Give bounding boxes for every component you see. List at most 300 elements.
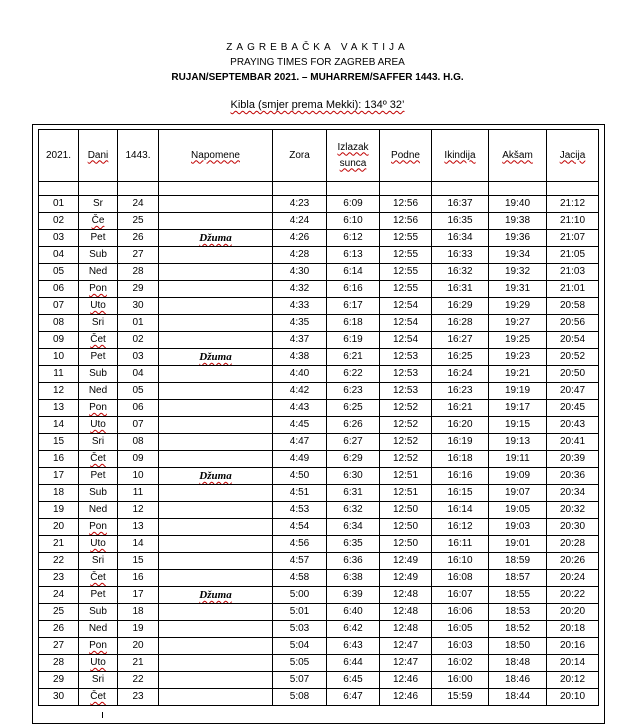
table-cell [118,281,159,298]
cell-value: Čet [90,572,106,583]
table-cell [159,400,273,417]
table-cell [273,604,327,621]
table-cell [39,621,79,638]
table-cell [273,332,327,349]
table-cell [159,247,273,264]
cell-value: 21 [132,657,144,668]
cell-value: Pon [89,640,107,651]
cell-value: 20:12 [559,674,586,685]
cell-value: 03 [132,351,144,362]
cell-value: 16:28 [447,317,473,328]
cell-value: 4:45 [289,419,310,430]
table-cell [327,349,380,366]
table-cell [547,434,599,451]
cell-value: 16:05 [447,623,473,634]
table-cell [547,638,599,655]
cell-value: 02 [132,334,144,345]
table-cell [380,604,432,621]
cell-value: 16:20 [447,419,473,430]
cell-value: 20:47 [559,385,586,396]
cell-value: 20:20 [559,606,586,617]
cell-value: Sri [91,317,105,328]
table-cell [489,502,547,519]
cell-value: 6:42 [343,623,363,634]
table-cell [380,298,432,315]
column-header-label: Ikindija [444,149,476,161]
table-cell [79,196,118,213]
cell-value: 5:07 [289,674,310,685]
table-cell [489,621,547,638]
cell-value: 20:54 [559,334,586,345]
table-cell [327,400,380,417]
cell-value: 16:32 [447,266,473,277]
cell-value: 05 [132,385,144,396]
table-cell [39,434,79,451]
table-cell [547,332,599,349]
cell-value: 19:07 [504,487,531,498]
table-cell [380,621,432,638]
table-cell [489,264,547,281]
cell-value: 4:57 [289,555,310,566]
table-cell [380,366,432,383]
cell-value: 13 [132,521,144,532]
table-cell [39,570,79,587]
table-cell [380,519,432,536]
table-row [39,366,599,383]
table-cell [432,417,489,434]
cell-value: 28 [52,657,65,668]
table-row [39,196,599,213]
table-cell [432,638,489,655]
cell-value: 04 [52,249,65,260]
table-cell [159,553,273,570]
cell-value: 4:51 [289,487,310,498]
table-row [39,502,599,519]
table-cell [432,655,489,672]
table-cell [380,536,432,553]
cell-value: 4:28 [289,249,310,260]
cell-value: 6:45 [343,674,363,685]
table-cell [273,434,327,451]
table-cell [273,502,327,519]
cell-value: 30 [52,691,65,702]
cell-value: 20:30 [559,521,586,532]
table-cell [39,672,79,689]
table-cell [159,604,273,621]
cell-value: 5:04 [289,640,310,651]
cell-value: 12:48 [392,589,419,600]
cell-value: 6:27 [343,436,363,447]
table-cell [39,247,79,264]
cell-value: Uto [90,419,106,430]
table-cell [432,536,489,553]
table-cell [547,298,599,315]
table-cell [489,332,547,349]
cell-value: 6:10 [343,215,363,226]
table-cell [79,655,118,672]
table-cell [273,655,327,672]
cell-value: 20:58 [559,300,586,311]
cell-value: 12:52 [392,402,419,413]
table-cell [327,638,380,655]
table-cell [380,638,432,655]
cell-value: 20:18 [559,623,586,634]
napomena-text: Džuma [199,232,232,244]
prayer-times-table [38,129,599,706]
table-cell [79,247,118,264]
table-cell [273,298,327,315]
table-cell [39,213,79,230]
table-cell [118,689,159,706]
cell-value: 4:54 [289,521,310,532]
cell-value: 4:23 [289,198,310,209]
cell-value: 12:49 [392,572,419,583]
table-row [39,349,599,366]
table-cell [118,485,159,502]
column-header [489,130,547,182]
cell-value: 09 [52,334,65,345]
column-header [39,130,79,182]
cell-value: 20:14 [559,657,586,668]
table-cell [547,689,599,706]
table-cell [489,315,547,332]
table-cell [273,230,327,247]
cell-value: 12:48 [392,606,419,617]
cell-value: 12:53 [392,385,419,396]
cell-value: 28 [132,266,144,277]
cell-value: 20:10 [559,691,586,702]
cell-value: 10 [52,351,65,362]
table-cell [327,315,380,332]
cell-value: 12:55 [392,232,419,243]
table-cell [547,366,599,383]
table-cell [79,468,118,485]
cell-value: 19:32 [504,266,531,277]
cell-value: 12:46 [392,674,419,685]
table-cell [118,434,159,451]
cell-value: Pon [89,283,107,294]
cell-value: 6:44 [343,657,363,668]
table-cell [273,281,327,298]
table-row [39,621,599,638]
table-body [39,182,599,706]
cell-value: 16:02 [447,657,473,668]
table-cell [118,417,159,434]
cell-value: 6:40 [343,606,363,617]
table-cell [489,485,547,502]
table-cell [380,689,432,706]
cell-value: 16:37 [447,198,473,209]
cell-value: 6:16 [343,283,363,294]
cell-value: Uto [90,657,106,668]
table-cell [79,451,118,468]
table-cell [489,400,547,417]
table-cell [489,468,547,485]
table-cell [159,672,273,689]
table-cell [39,400,79,417]
cell-value: Pet [90,351,106,362]
table-cell [118,196,159,213]
table-cell [380,434,432,451]
table-cell [547,213,599,230]
cell-value: 20:56 [559,317,586,328]
table-cell [118,553,159,570]
cell-value: Sri [91,555,105,566]
table-row [39,451,599,468]
table-cell [159,468,273,485]
table-cell [380,196,432,213]
table-cell [273,349,327,366]
cell-value: 21:03 [559,266,586,277]
table-cell [39,468,79,485]
cell-value: 12:54 [392,317,419,328]
table-cell [39,264,79,281]
table-cell [327,383,380,400]
cell-value: 4:30 [289,266,310,277]
table-cell [327,298,380,315]
table-cell [79,298,118,315]
table-cell [273,213,327,230]
cell-value: 12:52 [392,436,419,447]
table-cell [118,298,159,315]
cell-value: 20:26 [559,555,586,566]
table-cell [380,213,432,230]
table-cell [159,485,273,502]
cell-value: 21 [52,538,65,549]
cell-value: 17 [52,470,65,481]
cell-value: Ned [88,385,108,396]
table-cell [489,638,547,655]
cell-value: 11 [132,487,144,498]
table-cell [432,349,489,366]
table-cell [273,196,327,213]
table-cell [380,230,432,247]
table-cell [327,366,380,383]
table-cell [118,315,159,332]
column-header [327,130,380,182]
table-cell [327,434,380,451]
cell-value: 4:49 [289,453,310,464]
table-cell [432,230,489,247]
cell-value: 16:00 [447,674,473,685]
table-cell [547,553,599,570]
cell-value: 16:23 [447,385,473,396]
table-cell [159,213,273,230]
cell-value: 20:16 [559,640,586,651]
cell-value: 4:33 [289,300,310,311]
table-cell [39,281,79,298]
table-cell [327,587,380,604]
cell-value: 12:51 [392,487,419,498]
table-cell [380,332,432,349]
cell-value: 14 [52,419,65,430]
column-header [79,130,118,182]
table-cell [118,655,159,672]
table-cell [327,672,380,689]
table-cell [79,264,118,281]
cell-value: 4:47 [289,436,310,447]
cell-value: 6:43 [343,640,363,651]
cell-value: 18:53 [504,606,531,617]
cell-value: 6:32 [343,504,363,515]
cell-value: 4:38 [289,351,310,362]
cell-value: 21:10 [559,215,586,226]
table-cell [327,519,380,536]
cell-value: 4:43 [289,402,310,413]
cell-value: 12:48 [392,623,419,634]
table-cell [79,366,118,383]
cell-value: 21:07 [559,232,586,243]
cell-value: Sub [89,487,107,498]
cell-value: 16 [132,572,144,583]
table-cell [39,298,79,315]
cell-value: 16:08 [447,572,473,583]
table-cell [432,315,489,332]
table-cell [489,451,547,468]
cell-value: 24 [52,589,65,600]
cell-value: 16:31 [447,283,473,294]
table-cell [159,264,273,281]
document-title: ZAGREBAČKA VAKTIJA [226,42,409,53]
table-cell [273,485,327,502]
table-cell [547,281,599,298]
table-cell [547,485,599,502]
cell-value: 20:45 [559,402,586,413]
cell-value: 18:48 [504,657,531,668]
table-cell [432,604,489,621]
table-cell [380,553,432,570]
table-cell [547,621,599,638]
table-cell [432,570,489,587]
cell-value: 16:33 [447,249,473,260]
cell-value: 6:17 [343,300,363,311]
cell-value: 16:03 [447,640,473,651]
column-header-label: Zora [289,149,310,161]
table-cell [327,570,380,587]
table-cell [432,672,489,689]
cell-value: Čet [90,691,106,702]
table-row [39,553,599,570]
table-row [39,519,599,536]
cell-value: 6:14 [343,266,363,277]
table-cell [432,366,489,383]
cell-value: 01 [132,317,144,328]
table-cell [39,451,79,468]
cell-value: 29 [132,283,144,294]
table-cell [327,604,380,621]
table-cell [118,332,159,349]
table-cell [547,570,599,587]
cell-value: 12:49 [392,555,419,566]
table-cell [273,400,327,417]
table-row [39,400,599,417]
table-cell [489,196,547,213]
table-cell [380,349,432,366]
table-row [39,230,599,247]
table-cell [547,383,599,400]
table-cell [380,315,432,332]
cell-value: 26 [132,232,144,243]
table-cell [489,672,547,689]
table-cell [432,553,489,570]
cell-value: 6:09 [343,198,363,209]
document-subtitle: PRAYING TIMES FOR ZAGREB AREA [230,57,405,68]
table-cell [547,672,599,689]
cell-value: 20:22 [559,589,586,600]
table-cell [432,247,489,264]
column-header [118,130,159,182]
cell-value: 6:47 [343,691,363,702]
table-cell [327,451,380,468]
table-cell [39,315,79,332]
cell-value: Ned [88,623,108,634]
kibla-text: Kibla (smjer prema Mekki): 134º 32’ [230,99,405,111]
table-cell [79,638,118,655]
table-cell [159,383,273,400]
cell-value: 6:26 [343,419,363,430]
table-cell [489,570,547,587]
table-cell [547,264,599,281]
cell-value: 30 [132,300,144,311]
cell-value: 15 [132,555,144,566]
cell-value: 6:34 [343,521,363,532]
napomena-text: Džuma [199,589,232,601]
cell-value: 08 [132,436,144,447]
table-cell [489,536,547,553]
cell-value: 5:05 [289,657,310,668]
cell-value: 18:44 [504,691,531,702]
cell-value: 25 [52,606,65,617]
cell-value: 20:34 [559,487,586,498]
table-cell [39,587,79,604]
table-row [39,638,599,655]
table-row [39,264,599,281]
table-cell [380,468,432,485]
cell-value: 5:03 [289,623,310,634]
cell-value: Čet [90,334,106,345]
cell-value: Uto [90,538,106,549]
table-cell [159,417,273,434]
table-cell [118,536,159,553]
table-cell [547,519,599,536]
cell-value: 16:11 [447,538,473,549]
column-header-label: Izlazak sunca [337,141,369,169]
cell-value: 19:23 [504,351,531,362]
table-cell [489,587,547,604]
cell-value: 23 [132,691,144,702]
table-cell [547,604,599,621]
column-header-label: Akšam [502,149,533,161]
table-cell [489,230,547,247]
cell-value: 22 [132,674,144,685]
table-cell [118,604,159,621]
cell-value: 19:11 [505,453,530,464]
cell-value: 6:22 [343,368,363,379]
table-cell [273,621,327,638]
table-cell [327,332,380,349]
table-cell [118,247,159,264]
table-cell [159,536,273,553]
cell-value: 15:59 [447,691,473,702]
cell-value: 26 [52,623,65,634]
cell-value: 12:53 [392,351,419,362]
table-cell [39,536,79,553]
table-cell [380,570,432,587]
table-cell [380,451,432,468]
cell-value: 19:27 [504,317,531,328]
table-cell [159,451,273,468]
table-cell [273,519,327,536]
